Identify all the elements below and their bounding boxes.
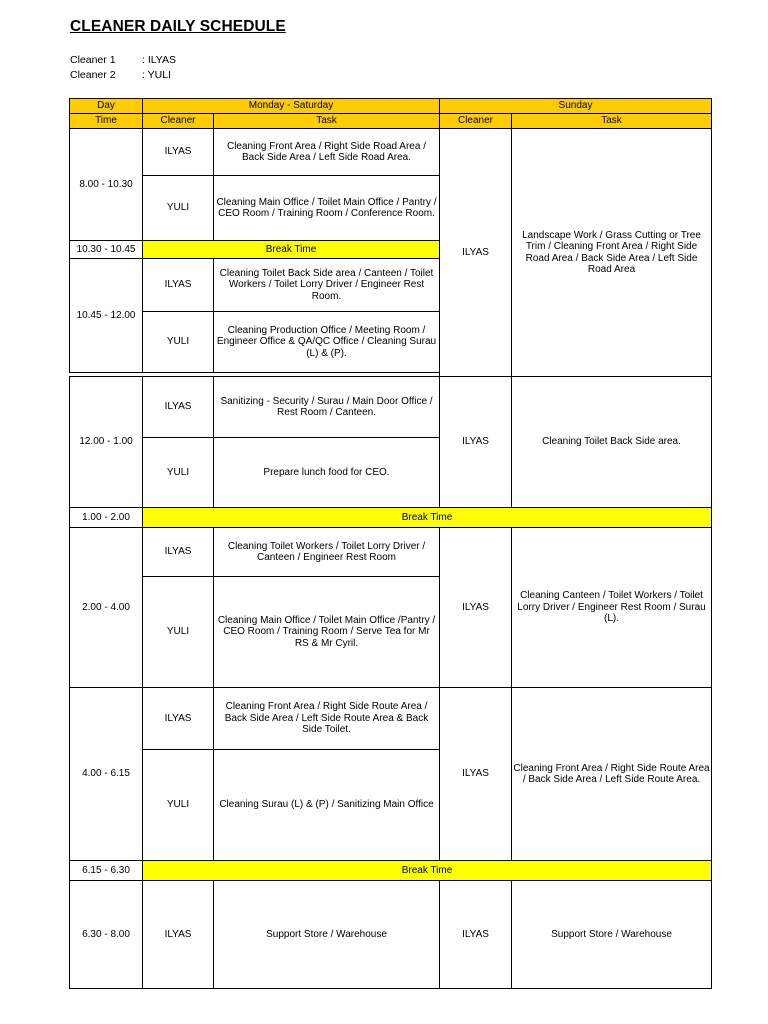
header-task: Task: [214, 114, 440, 129]
time-cell: 1.00 - 2.00: [70, 508, 143, 528]
cleaner-cell: ILYAS: [143, 881, 214, 989]
header-sunday-cleaner: Cleaner: [440, 114, 512, 129]
time-cell: 4.00 - 6.15: [70, 688, 143, 861]
cleaner-cell: YULI: [143, 312, 214, 373]
sunday-task-cell: Cleaning Canteen / Toilet Workers / Toilet Lorry Driver / Engineer Rest Room / Surau (L).: [512, 528, 712, 688]
task-cell: Cleaning Surau (L) & (P) / Sanitizing Main Office: [214, 750, 440, 861]
cleaner-2-label: Cleaner 2: [70, 69, 116, 81]
break-time-cell: Break Time: [143, 241, 440, 259]
sunday-cleaner-cell: ILYAS: [440, 881, 512, 989]
cleaner-cell: ILYAS: [143, 688, 214, 750]
break-time-cell: Break Time: [143, 508, 712, 528]
time-cell: 6.30 - 8.00: [70, 881, 143, 989]
task-cell: Cleaning Toilet Back Side area / Canteen / Toilet Workers / Toilet Lorry Driver / Engineer Rest Room.: [214, 259, 440, 312]
time-cell: 10.30 - 10.45: [70, 241, 143, 259]
cleaner-2-name: : YULI: [142, 69, 171, 81]
task-cell: Cleaning Front Area / Right Side Road Area / Back Side Area / Left Side Road Area.: [214, 129, 440, 176]
sunday-cleaner-cell: ILYAS: [440, 377, 512, 508]
task-cell: Prepare lunch food for CEO.: [214, 438, 440, 508]
task-cell: Cleaning Production Office / Meeting Room / Engineer Office & QA/QC Office / Cleaning Surau (L) & (P).: [214, 312, 440, 373]
cleaner-cell: ILYAS: [143, 259, 214, 312]
sunday-task-cell: Cleaning Front Area / Right Side Route Area / Back Side Area / Left Side Route Area.: [512, 688, 712, 861]
time-cell: 8.00 - 10.30: [70, 129, 143, 241]
cleaner-cell: YULI: [143, 750, 214, 861]
time-cell: 10.45 - 12.00: [70, 259, 143, 373]
header-sunday-task: Task: [512, 114, 712, 129]
sunday-task-cell: Support Store / Warehouse: [512, 881, 712, 989]
cleaner-cell: ILYAS: [143, 129, 214, 176]
sunday-cleaner-cell: ILYAS: [440, 688, 512, 861]
task-cell: Support Store / Warehouse: [214, 881, 440, 989]
sunday-task-cell: Cleaning Toilet Back Side area.: [512, 377, 712, 508]
page-title: CLEANER DAILY SCHEDULE: [70, 18, 286, 35]
cleaner-cell: YULI: [143, 438, 214, 508]
sunday-cleaner-cell: ILYAS: [440, 528, 512, 688]
break-time-cell: Break Time: [143, 861, 712, 881]
header-monday-saturday: Monday - Saturday: [143, 99, 440, 114]
task-cell: Cleaning Main Office / Toilet Main Office /Pantry / CEO Room / Training Room / Serve Tea for Mr RS & Mr Cyril.: [214, 577, 440, 688]
task-cell: Cleaning Front Area / Right Side Route Area / Back Side Area / Left Side Route Area & Back Side Toilet.: [214, 688, 440, 750]
task-cell: Sanitizing - Security / Surau / Main Door Office / Rest Room / Canteen.: [214, 377, 440, 438]
task-cell: Cleaning Main Office / Toilet Main Office / Pantry / CEO Room / Training Room / Conference Room.: [214, 176, 440, 241]
time-cell: 2.00 - 4.00: [70, 528, 143, 688]
cleaner-cell: YULI: [143, 577, 214, 688]
cleaner-1-line: [70, 54, 176, 66]
sunday-cleaner-cell: ILYAS: [440, 129, 512, 377]
time-cell: 6.15 - 6.30: [70, 861, 143, 881]
schedule-table: [69, 98, 712, 989]
header-day: Day: [70, 99, 143, 114]
time-cell: 12.00 - 1.00: [70, 377, 143, 508]
cleaner-cell: ILYAS: [143, 528, 214, 577]
task-cell: Cleaning Toilet Workers / Toilet Lorry Driver / Canteen / Engineer Rest Room: [214, 528, 440, 577]
cleaner-2-line: [70, 69, 171, 81]
header-cleaner: Cleaner: [143, 114, 214, 129]
header-sunday: Sunday: [440, 99, 712, 114]
cleaner-cell: YULI: [143, 176, 214, 241]
sunday-task-cell: Landscape Work / Grass Cutting or Tree Trim / Cleaning Front Area / Right Side Road Area / Back Side Area / Left Side Road Area: [512, 129, 712, 377]
header-time: Time: [70, 114, 143, 129]
cleaner-cell: ILYAS: [143, 377, 214, 438]
cleaner-1-name: : ILYAS: [142, 54, 177, 66]
cleaner-1-label: Cleaner 1: [70, 54, 116, 66]
